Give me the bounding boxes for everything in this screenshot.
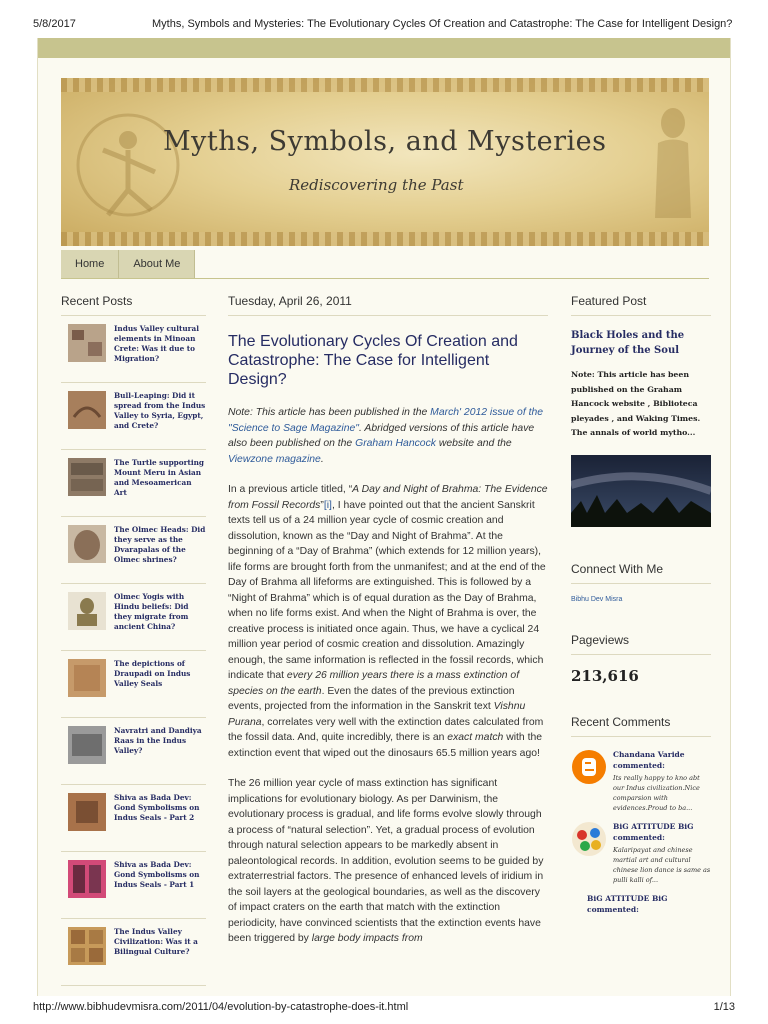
- print-footer: [0, 994, 768, 1024]
- header-banner[interactable]: [61, 78, 709, 246]
- note-text: . Abridged versions of this article have also been published on the: [228, 422, 535, 449]
- post-thumbnail: [68, 324, 106, 362]
- blog-page: [37, 38, 731, 996]
- post-thumbnail: [68, 391, 106, 429]
- site-title: Myths, Symbols, and Mysteries: [163, 126, 607, 157]
- commenter-name[interactable]: BiG ATTITUDE BiG: [587, 893, 668, 903]
- emphasis: large body impacts from: [311, 933, 423, 944]
- comment-text[interactable]: Kalaripayat and chinese martial art and cultural chinese lion dance is same as pulli kalli of...: [613, 845, 711, 884]
- emphasis: exact match: [447, 732, 504, 743]
- text: with the extinction event that wiped out the dinosaurs 65.5 million years ago!: [228, 732, 543, 759]
- recent-posts-title: Recent Posts: [61, 294, 206, 316]
- print-page-number: 1/13: [713, 1001, 735, 1013]
- post-thumbnail: [68, 860, 106, 898]
- recent-post-title[interactable]: The Turtle supporting Mount Meru in Asian and Mesoamerican Art: [114, 458, 205, 497]
- commenter-name[interactable]: BiG ATTITUDE BiG: [613, 821, 694, 831]
- graham-hancock-link[interactable]: Graham Hancock: [355, 438, 436, 449]
- recent-post-item[interactable]: [61, 919, 206, 986]
- footnote-link[interactable]: [i]: [323, 499, 332, 511]
- profile-link[interactable]: Bibhu Dev Misra: [571, 595, 623, 603]
- text: ”: [320, 499, 324, 511]
- commenter-name[interactable]: Chandana Varide: [613, 749, 685, 759]
- recent-post-title[interactable]: The Indus Valley Civilization: Was it a Bilingual Culture?: [114, 927, 198, 956]
- recent-comments-title: Recent Comments: [571, 715, 711, 737]
- banner-border-bottom: [61, 232, 709, 246]
- banner-border-top: [61, 78, 709, 92]
- recent-post-item[interactable]: [61, 517, 206, 584]
- comment-item: [571, 893, 711, 915]
- post-title[interactable]: The Evolutionary Cycles Of Creation and Catastrophe: The Case for Intelligent Design?: [228, 333, 518, 388]
- recent-post-title[interactable]: Shiva as Bada Dev: Gond Symbolisms on Indus Seals - Part 1: [114, 860, 200, 889]
- commented-label: commented:: [587, 904, 639, 914]
- recent-post-title[interactable]: The depictions of Draupadi on Indus Valley Seals: [114, 659, 191, 688]
- text: The 26 million year cycle of mass extinction has significant implications for evolutionary biology. As per Darwinism, the evolutionary process is gradual, and life forms evolve slowly through a process of “natural selection”. Yet, a gradual process of evolution through natural selection appears to be markedly absent in paleontological records. In addition, evolution seems to be guided by extraterrestrial factors. The presence of enhanced levels of iridium in the soil layers at the geological boundaries, as well as the discovery of impact craters on the earth that match with the extinction periodicity, have convinced scientists that the extinction events have been triggered by: [228, 778, 544, 944]
- comment-item: [571, 821, 711, 885]
- featured-post-image[interactable]: [571, 455, 711, 527]
- recent-post-title[interactable]: Bull-Leaping: Did it spread from the Indus Valley to Syria, Egypt, and Crete?: [114, 391, 206, 430]
- featured-post-link[interactable]: Black Holes and the Journey of the Soul: [571, 330, 685, 356]
- comment-text[interactable]: Its really happy to kno abt our Indus civilization.Nice comparsion with evidences.Proud to ba...: [613, 773, 700, 812]
- text: , correlates very well with the extinction dates calculated from the fossil data. And, quite incredibly, there is an: [228, 716, 544, 743]
- post-thumbnail: [68, 525, 106, 563]
- main-nav: [61, 250, 195, 278]
- post-thumbnail: [68, 458, 106, 496]
- paragraph: [228, 482, 548, 761]
- viewzone-link[interactable]: Viewzone magazine: [228, 453, 321, 465]
- print-url: http://www.bibhudevmisra.com/2011/04/evolution-by-catastrophe-does-it.html: [33, 1001, 409, 1013]
- connect-title: Connect With Me: [571, 562, 711, 584]
- nav-divider: [61, 278, 709, 279]
- cited-title: A Day and Night of Brahma: The Evidence from Fossil Records: [228, 484, 548, 511]
- post-thumbnail: [68, 726, 106, 764]
- emphasis: every 26 million years there is a mass extinction of species on the earth: [228, 670, 520, 697]
- dancing-figure-icon: [73, 100, 183, 230]
- article-body: [228, 482, 548, 947]
- top-bar: [38, 38, 730, 58]
- recent-post-title[interactable]: Indus Valley cultural elements in Minoan Crete: Was it due to Migration?: [114, 324, 200, 363]
- emphasis: Vishnu Purana: [228, 701, 526, 728]
- post-thumbnail: [68, 592, 106, 630]
- pageviews-title: Pageviews: [571, 633, 711, 655]
- recent-post-item[interactable]: [61, 383, 206, 450]
- site-tagline: Rediscovering the Past: [289, 176, 464, 194]
- recent-post-item[interactable]: [61, 316, 206, 383]
- text: In a previous article titled, “: [228, 484, 353, 495]
- nav-about-me[interactable]: About Me: [119, 250, 195, 278]
- recent-post-item[interactable]: [61, 584, 206, 651]
- note-text: website and the: [435, 438, 512, 449]
- recent-post-item[interactable]: [61, 852, 206, 919]
- recent-post-title[interactable]: Shiva as Bada Dev: Gond Symbolisms on Indus Seals - Part 2: [114, 793, 200, 822]
- pageviews-count: 213,616: [571, 666, 639, 685]
- paragraph: [228, 776, 548, 947]
- recent-post-item[interactable]: [61, 718, 206, 785]
- recent-posts-widget: [61, 294, 206, 986]
- note-text: .: [320, 453, 324, 465]
- avatar: [571, 821, 607, 857]
- right-sidebar: [571, 294, 711, 915]
- comment-body: [613, 821, 711, 885]
- publication-note: [228, 405, 548, 467]
- post-thumbnail: [68, 659, 106, 697]
- nav-home[interactable]: Home: [61, 250, 119, 278]
- print-date: 5/8/2017: [33, 18, 76, 30]
- text: . Even the dates of the previous extinction events, projected from the information in the Sanskrit text: [228, 685, 515, 712]
- recent-post-title[interactable]: Navratri and Dandiya Raas in the Indus Valley?: [114, 726, 202, 755]
- featured-post-excerpt: Note: This article has been published on the Graham Hancock website , Biblioteca pleyades , and Waking Times. The annals of world mytho...: [571, 370, 701, 437]
- print-header: [0, 0, 768, 34]
- recent-post-item[interactable]: [61, 450, 206, 517]
- commented-label: commented:: [613, 832, 665, 842]
- post-date: Tuesday, April 26, 2011: [228, 294, 548, 316]
- blogger-avatar-icon: [571, 749, 607, 785]
- recent-post-title[interactable]: Olmec Yogis with Hindu beliefs: Did they migrate from ancient China?: [114, 592, 189, 631]
- main-article: [228, 294, 548, 962]
- text: , I have pointed out that the ancient Sanskrit texts tell us of a 24 million year cycle of cosmic creation and dissolution, known as the “Day and Night of Brahma”. At the beginning of a “Day of Brahma” (which extends for 12 million years), life forms are brought forth from the unmanifest; and at the end of the Day of Brahma all lifeforms are extinguished. This is followed by a “Night of Brahma” which is of equal duration as the Day of Brahma, when no life forms exist. And when the Night of Brahma is over, the creative process is initiated once again. Thus, we have a cyclical 24 million year period of cosmic creation and dissolution. Amazingly enough, the same information is reflected in the fossil records, which indicate that: [228, 499, 546, 681]
- commented-label: commented:: [613, 760, 665, 770]
- magazine-link[interactable]: March' 2012 issue of the "Science to Sage Magazine": [228, 407, 544, 434]
- recent-post-item[interactable]: [61, 651, 206, 718]
- post-thumbnail: [68, 793, 106, 831]
- post-thumbnail: [68, 927, 106, 965]
- comment-item: [571, 749, 711, 813]
- featured-post-title: Featured Post: [571, 294, 711, 316]
- comment-body: [613, 749, 711, 813]
- print-title: Myths, Symbols and Mysteries: The Evolutionary Cycles Of Creation and Catastrophe: The Case for Intelligent Design?: [152, 18, 733, 30]
- recent-post-item[interactable]: [61, 785, 206, 852]
- statue-icon: [633, 98, 703, 238]
- recent-post-title[interactable]: The Olmec Heads: Did they serve as the Dvarapalas of the Olmec shrines?: [114, 525, 206, 564]
- note-text: Note: This article has been published in the: [228, 407, 431, 418]
